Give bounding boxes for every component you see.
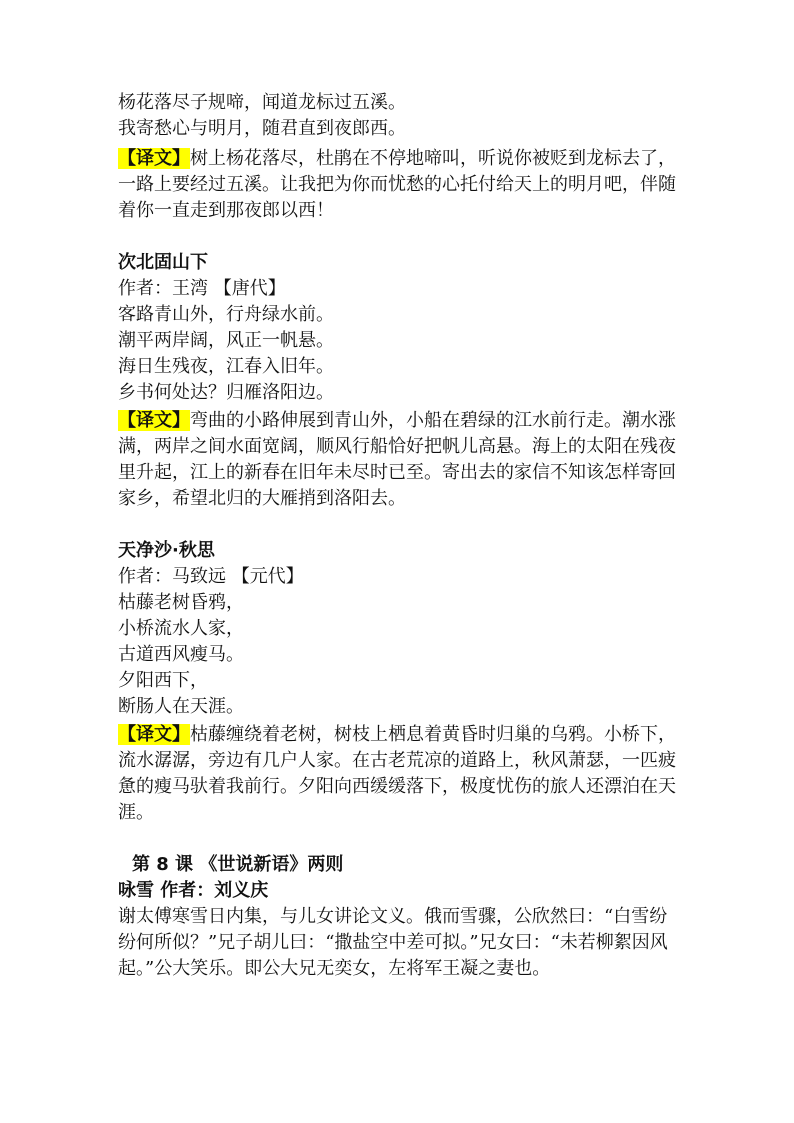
lesson-subtitle: 咏雪 作者：刘义庆 [118, 880, 269, 901]
poem3-line-1: 枯藤老树昏鸦， [118, 592, 244, 613]
poem1-translation-paragraph [118, 146, 684, 224]
poem3-translation: 枯藤缠绕着老树，树枝上栖息着黄昏时归巢的乌鸦。小桥下，流水潺潺，旁边有几户人家。在古老荒凉的道路上，秋风萧瑟，一匹疲惫的瘦马驮着我前行。夕阳向西缓缓落下，极度忧伤的旅人还漂泊在天涯。 [118, 724, 676, 823]
poem3-author: 作者：马致远 【元代】 [118, 566, 304, 587]
poem2-line-4: 乡书何处达？归雁洛阳边。 [118, 382, 334, 403]
poem2-line-2: 潮平两岸阔，风正一帆悬。 [118, 330, 334, 351]
poem3-line-3: 古道西风瘦马。 [118, 644, 244, 665]
lesson-heading: 第 8 课 《世说新语》两则 [132, 854, 344, 875]
lesson-text: 谢太傅寒雪日内集，与儿女讲论文义。俄而雪骤，公欣然曰：“白雪纷纷何所似？”兄子胡儿曰：“撒盐空中差可拟。”兄女曰：“未若柳絮因风起。”公大笑乐。即公大兄无奕女，左将军王凝之妻也。 [118, 906, 668, 979]
poem3-line-4: 夕阳西下， [118, 670, 208, 691]
poem1-line-1: 杨花落尽子规啼，闻道龙标过五溪。 [118, 92, 406, 113]
poem3-translation-paragraph [118, 722, 684, 826]
poem1-line-2: 我寄愁心与明月，随君直到夜郎西。 [118, 118, 406, 139]
poem3-line-5: 断肠人在天涯。 [118, 696, 244, 717]
poem2-translation: 弯曲的小路伸展到青山外，小船在碧绿的江水前行走。潮水涨满，两岸之间水面宽阔，顺风行船恰好把帆儿高悬。海上的太阳在残夜里升起，江上的新春在旧年未尽时已至。寄出去的家信不知该怎样寄回家乡，希望北归的大雁捎到洛阳去。 [118, 410, 676, 509]
poem3-title: 天净沙·秋思 [118, 540, 215, 561]
poem2-author: 作者：王湾 【唐代】 [118, 278, 286, 299]
translation-label: 【译文】 [118, 148, 190, 169]
poem3-line-2: 小桥流水人家， [118, 618, 244, 639]
translation-label: 【译文】 [118, 410, 190, 431]
poem2-line-3: 海日生残夜，江春入旧年。 [118, 356, 334, 377]
poem1-translation: 树上杨花落尽，杜鹃在不停地啼叫，听说你被贬到龙标去了，一路上要经过五溪。让我把为你而忧愁的心托付给天上的明月吧，伴随着你一直走到那夜郎以西！ [118, 148, 676, 221]
poem2-title: 次北固山下 [118, 252, 208, 273]
translation-label: 【译文】 [118, 724, 190, 745]
document-page [118, 90, 684, 982]
poem2-line-1: 客路青山外，行舟绿水前。 [118, 304, 334, 325]
poem2-translation-paragraph [118, 408, 684, 512]
